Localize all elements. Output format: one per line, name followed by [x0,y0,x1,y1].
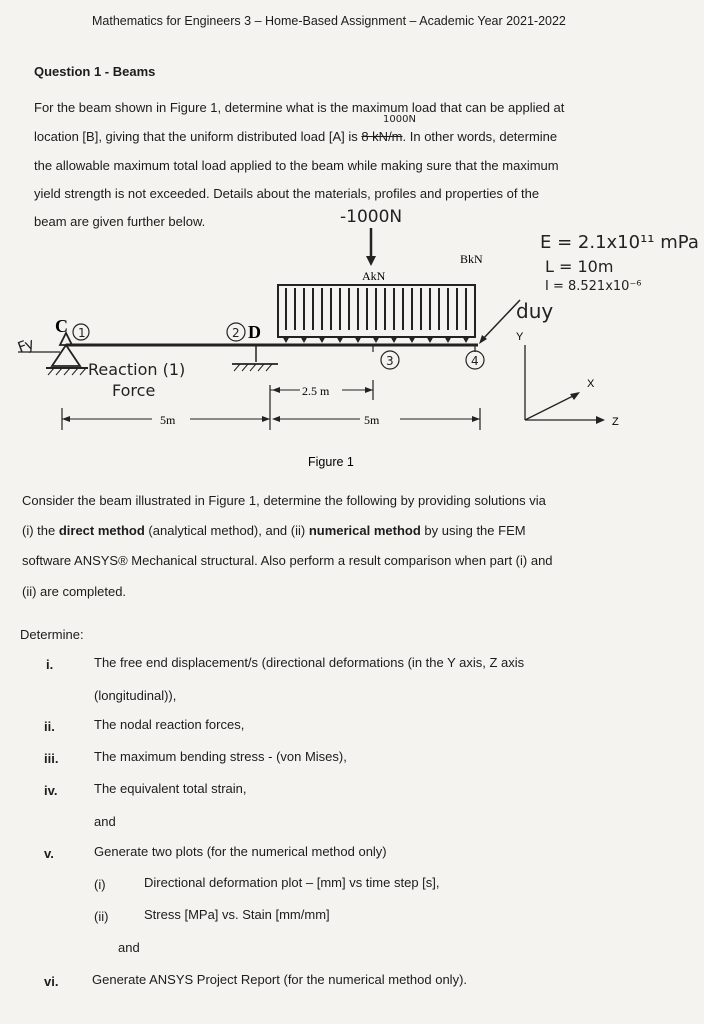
and-connector-2: and [118,940,140,955]
intro-line-5: beam are given further below. [34,214,206,229]
intro-line-2-b: . In other words, determine [402,129,558,144]
task-line-2-a: (i) the [22,523,59,538]
axis-z-label: Z [612,416,619,428]
item-i-text: The free end displacement/s (directional deformations (in the Y axis, Z axis [94,655,525,670]
beam-figure [0,205,704,475]
intro-line-2 [34,129,557,144]
dimension-left: 5m [160,413,176,427]
item-vi-text: Generate ANSYS Project Report (for the numerical method only). [92,972,468,987]
task-line-2-e: by using the FEM [420,523,526,538]
axis-x-label: X [587,378,595,390]
task-line-4: (ii) are completed. [22,584,127,599]
intro-struck-load: 8 kN/m [361,129,403,144]
item-i-cont: (longitudinal)), [94,688,177,703]
dimension-mid: 2.5 m [302,384,330,398]
handwritten-load-note: -1000N [340,207,403,227]
determine-heading: Determine: [20,627,84,642]
item-ii-num: ii. [44,719,55,734]
support-c-pin [52,345,80,366]
handwritten-i: I = 8.521x10⁻⁶ [545,279,642,294]
page-header: Mathematics for Engineers 3 – Home-Based Assignment – Academic Year 2021-2022 [92,14,566,28]
circle-node-2-label: 2 [232,326,240,340]
sub-item-ii-text: Stress [MPa] vs. Stain [mm/mm] [144,907,330,922]
item-iii-num: iii. [44,751,59,766]
item-v-num: v. [44,846,54,861]
circle-node-4-label: 4 [471,354,479,368]
item-iv-num: iv. [44,783,58,798]
item-ii-text: The nodal reaction forces, [94,717,245,732]
item-vi-num: vi. [44,974,59,989]
circle-node-3-label: 3 [386,354,394,368]
item-iv-text: The equivalent total strain, [94,781,247,796]
intro-line-2-a: location [B], giving that the uniform distributed load [A] is [34,129,362,144]
sub-item-ii-num: (ii) [94,909,109,924]
item-v-text: Generate two plots (for the numerical method only) [94,844,387,859]
handwritten-duy: duy [516,299,554,323]
item-iii-text: The maximum bending stress - (von Mises), [94,749,347,764]
dimension-right: 5m [364,413,380,427]
item-i-num: i. [46,657,54,672]
axis-x-line [525,395,575,420]
task-numerical-method: numerical method [308,523,421,538]
task-line-2-c: (analytical method), and (ii) [144,523,309,538]
distributed-load-arrows [286,288,466,330]
intro-line-4: yield strength is not exceeded. Details about the materials, profiles and properties of the [34,186,540,201]
point-d-label: D [248,322,261,342]
intro-line-1: For the beam shown in Figure 1, determine what is the maximum load that can be applied at [34,100,565,115]
circle-node-1-label: 1 [78,326,86,340]
handwritten-l: L = 10m [545,257,614,276]
point-load-b-arrow [482,300,520,340]
handwritten-reaction-force: Force [112,381,156,400]
handwritten-e: E = 2.1x10¹¹ mPa [540,232,699,253]
point-c-label: C [55,316,68,336]
task-direct-method: direct method [58,523,145,538]
and-connector-1: and [94,814,116,829]
task-line-2 [22,523,526,538]
axis-y-label: Y [516,331,524,343]
task-line-3: software ANSYS® Mechanical structural. Also perform a result comparison when part (i) and [22,553,553,568]
load-label-a: AkN [362,269,386,283]
task-line-1: Consider the beam illustrated in Figure 1, determine the following by providing solutions via [22,493,546,508]
question-title: Question 1 - Beams [34,64,156,79]
handwritten-reaction-1: Reaction (1) [88,360,186,379]
annotation-1000n: 1000N [383,114,416,125]
sub-item-i-num: (i) [94,877,106,892]
handwritten-fy: Fy [15,334,37,357]
load-label-b: BkN [460,252,483,266]
intro-line-3: the allowable maximum total load applied to the beam while making sure that the maximum [34,158,559,173]
figure-caption: Figure 1 [308,455,354,469]
sub-item-i-text: Directional deformation plot – [mm] vs time step [s], [144,875,440,890]
